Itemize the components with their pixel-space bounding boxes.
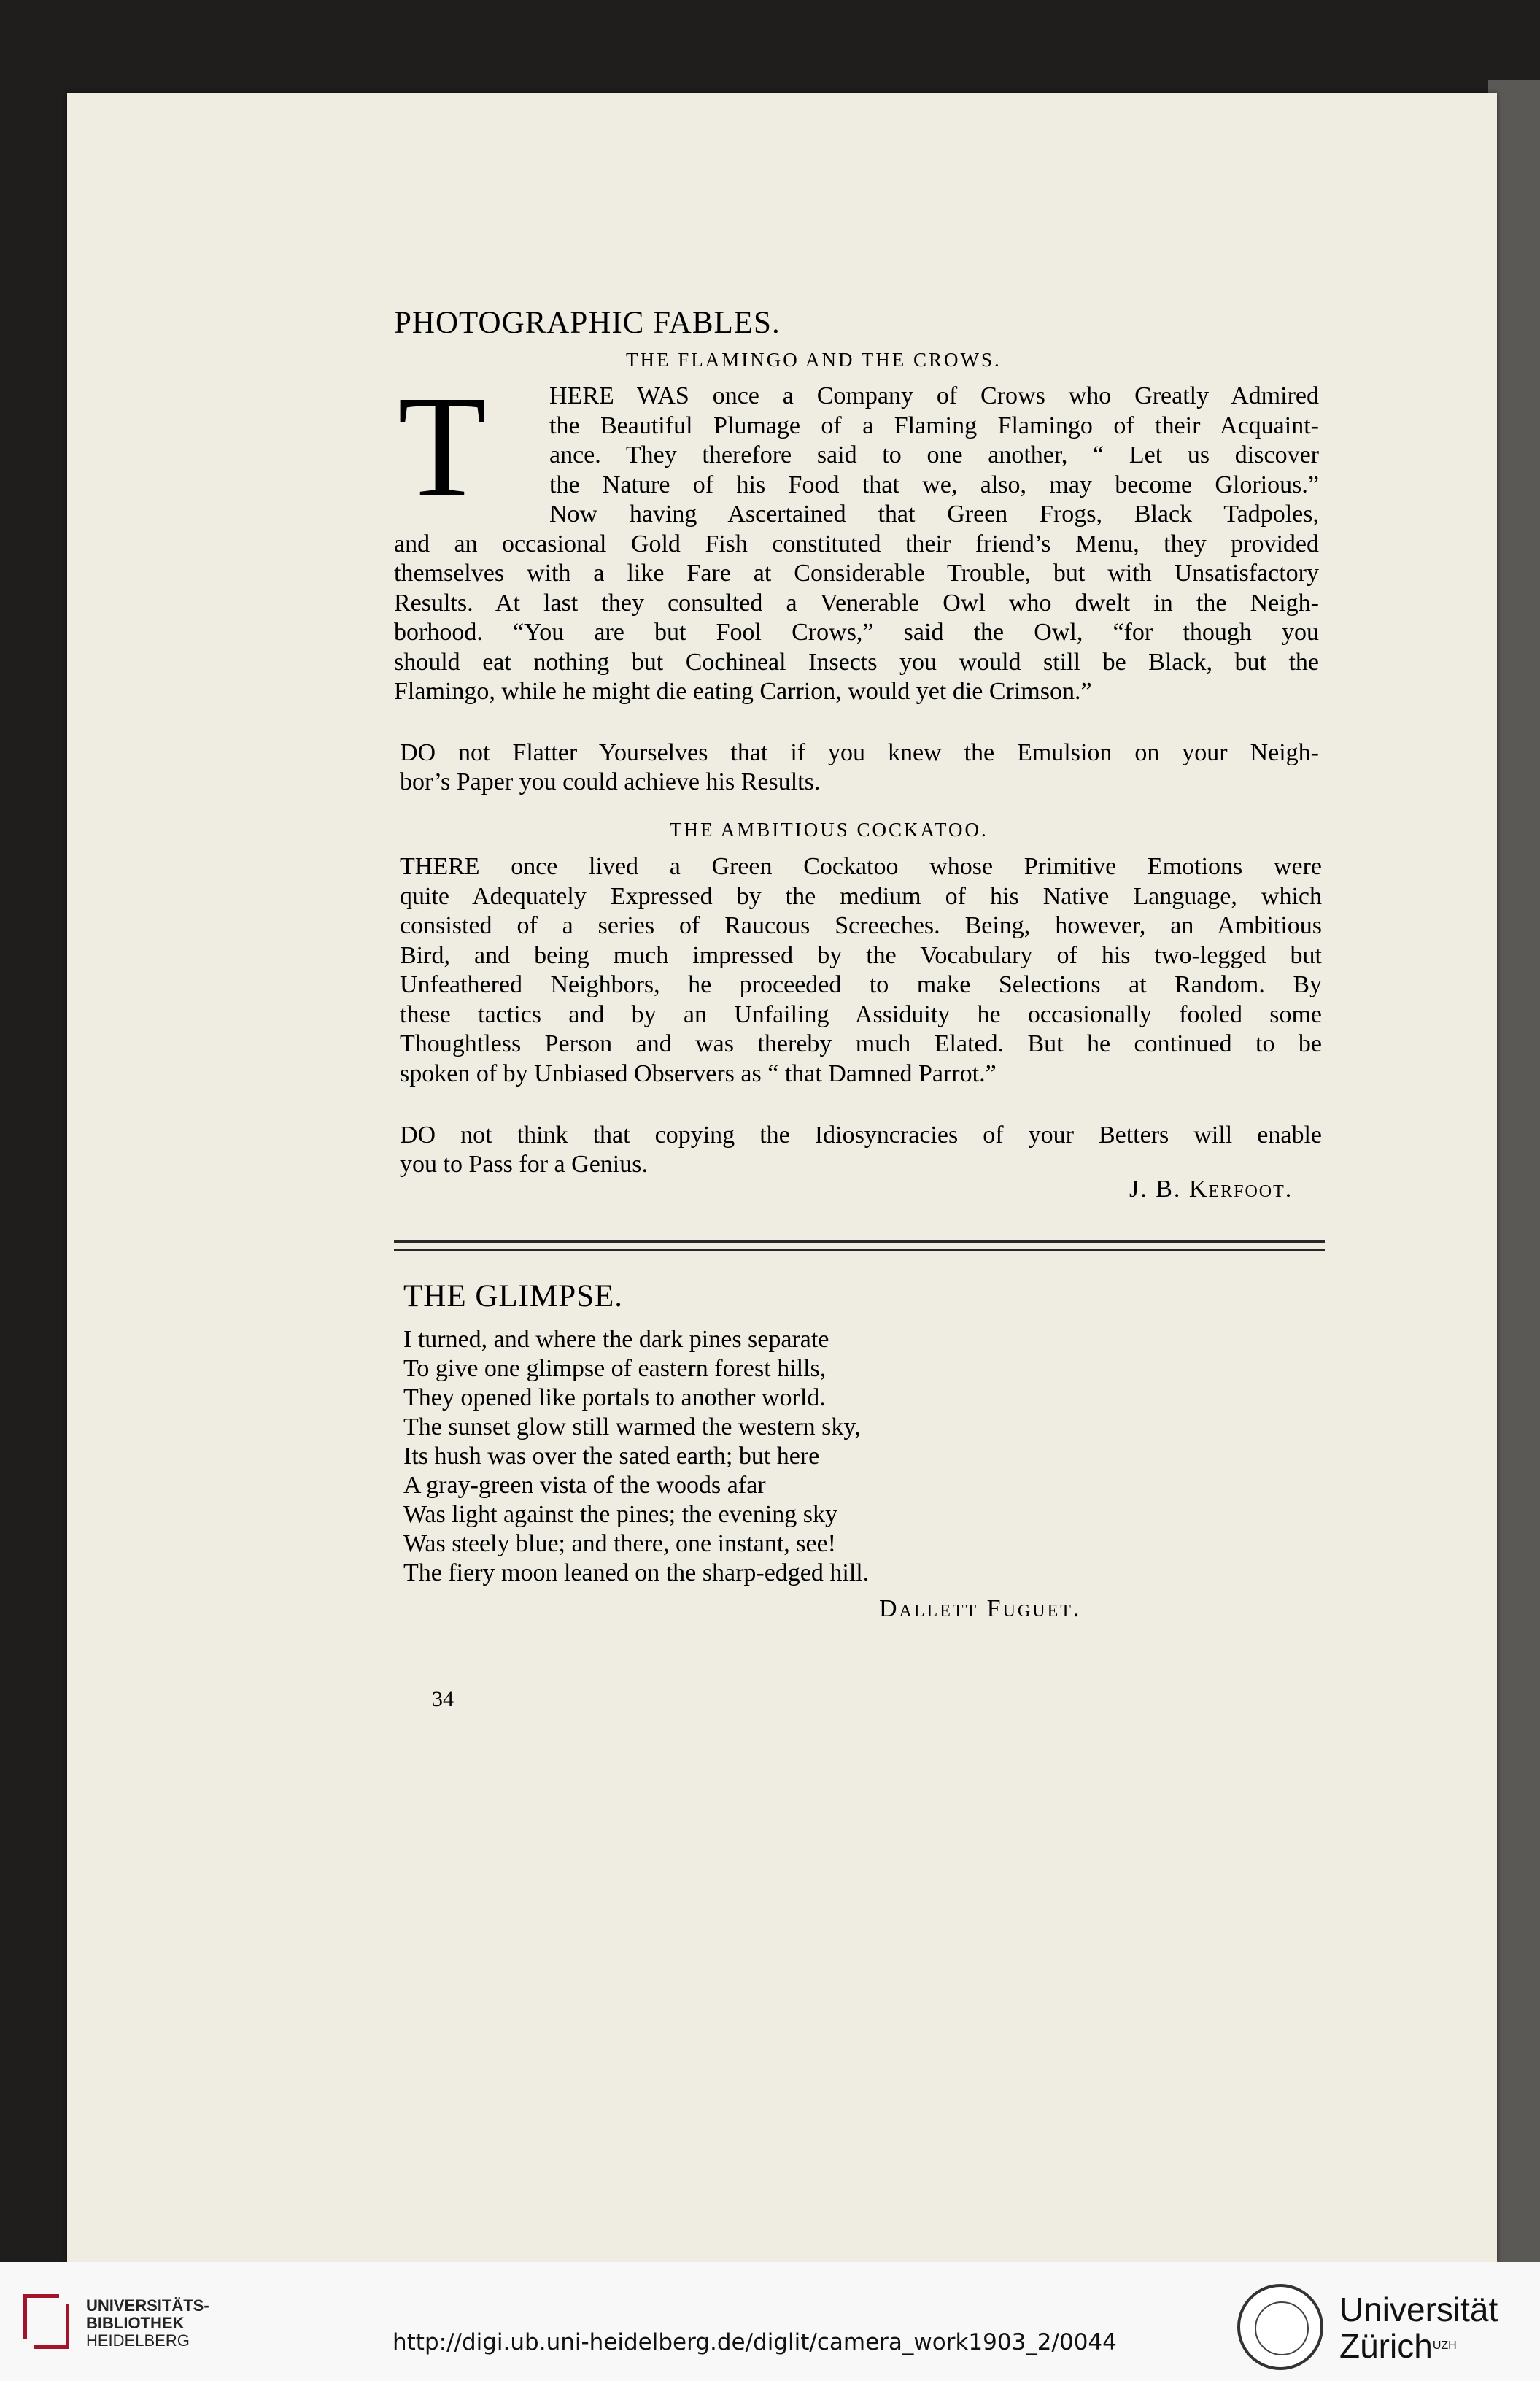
- text-line: and an occasional Gold Fish constituted their friend’s Menu, they provided: [394, 530, 1319, 557]
- text-line: Results. At last they consulted a Venerable Owl who dwelt in the Neigh-: [394, 589, 1319, 617]
- text-line: you to Pass for a Genius.: [400, 1151, 648, 1178]
- text-line: Its hush was over the sated earth; but here: [403, 1443, 820, 1470]
- text-line: Was light against the pines; the evening sky: [403, 1501, 837, 1528]
- text-line: quite Adequately Expressed by the medium of his Native Language, which: [400, 882, 1322, 910]
- text-line: spoken of by Unbiased Observers as “ that Damned Parrot.”: [400, 1060, 997, 1087]
- text-line: Was steely blue; and there, one instant, see!: [403, 1530, 837, 1557]
- poem-author: Dallett Fuguet.: [879, 1595, 1082, 1622]
- page-number: 34: [432, 1687, 454, 1711]
- text-line: Flamingo, while he might die eating Carrion, would yet die Crimson.”: [394, 678, 1092, 705]
- uzh-logo-text: Universität Zürich$^{UZH}$: [1339, 2291, 1498, 2365]
- text-line: THERE once lived a Green Cockatoo whose Primitive Emotions were: [400, 853, 1322, 880]
- poem-title: THE GLIMPSE.: [403, 1279, 624, 1313]
- drop-cap: T: [398, 366, 487, 528]
- text-line: DO not think that copying the Idiosyncracies of your Betters will enable: [400, 1122, 1322, 1149]
- text-line: Now having Ascertained that Green Frogs, Black Tadpoles,: [549, 501, 1319, 528]
- uzh-seal-icon: [1237, 2284, 1323, 2370]
- ub-logo-text: UNIVERSITÄTS- BIBLIOTHEK HEIDELBERG: [86, 2296, 209, 2350]
- text-line: The fiery moon leaned on the sharp-edged hill.: [403, 1559, 870, 1586]
- ub-logo-icon: [23, 2294, 73, 2353]
- text-line: The sunset glow still warmed the western sky,: [403, 1413, 861, 1440]
- text-line: should eat nothing but Cochineal Insects you would still be Black, but the: [394, 648, 1319, 676]
- text-line: Unfeathered Neighbors, he proceeded to make Selections at Random. By: [400, 971, 1322, 998]
- text-line: HERE WAS once a Company of Crows who Greatly Admired: [549, 382, 1319, 409]
- text-line: the Nature of his Food that we, also, may become Glorious.”: [549, 471, 1319, 498]
- text-line: To give one glimpse of eastern forest hills,: [403, 1355, 827, 1382]
- viewer-footer: [0, 2262, 1540, 2381]
- story2-title: THE AMBITIOUS COCKATOO.: [670, 819, 988, 841]
- divider-rule-bottom: [394, 1249, 1325, 1251]
- text-line: bor’s Paper you could achieve his Results.: [400, 768, 821, 795]
- fables-author: J. B. Kerfoot.: [1129, 1176, 1293, 1203]
- text-line: the Beautiful Plumage of a Flaming Flamingo of their Acquaint-: [549, 412, 1319, 439]
- permalink-url[interactable]: http://digi.ub.uni-heidelberg.de/diglit/camera_work1903_2/0044: [392, 2329, 1117, 2355]
- text-line: DO not Flatter Yourselves that if you knew the Emulsion on your Neigh-: [400, 739, 1319, 766]
- story1-title: THE FLAMINGO AND THE CROWS.: [626, 349, 1002, 371]
- text-line: themselves with a like Fare at Considerable Trouble, but with Unsatisfactory: [394, 560, 1319, 587]
- text-line: A gray-green vista of the woods afar: [403, 1472, 766, 1499]
- text-line: these tactics and by an Unfailing Assiduity he occasionally fooled some: [400, 1000, 1322, 1028]
- text-line: I turned, and where the dark pines separate: [403, 1326, 829, 1353]
- text-line: Bird, and being much impressed by the Vocabulary of his two-legged but: [400, 941, 1322, 969]
- divider-rule-top: [394, 1240, 1325, 1243]
- text-line: They opened like portals to another world.: [403, 1384, 826, 1411]
- text-line: Thoughtless Person and was thereby much Elated. But he continued to be: [400, 1030, 1322, 1057]
- text-line: ance. They therefore said to one another, “ Let us discover: [549, 441, 1319, 468]
- text-line: borhood. “You are but Fool Crows,” said the Owl, “for though you: [394, 619, 1319, 646]
- text-line: consisted of a series of Raucous Screeches. Being, however, an Ambitious: [400, 912, 1322, 939]
- fables-heading: PHOTOGRAPHIC FABLES.: [394, 306, 781, 340]
